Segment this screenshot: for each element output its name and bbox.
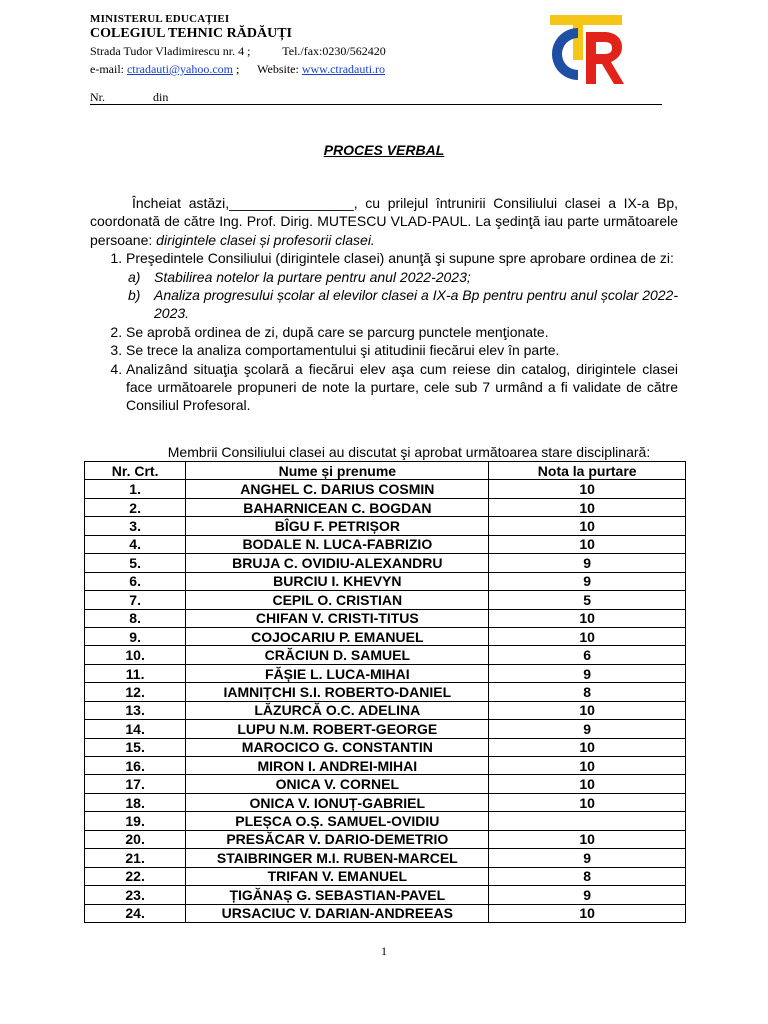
conduct-grades-table — [84, 461, 686, 923]
nr-cell: 12. — [85, 683, 186, 701]
participants: dirigintele clasei și profesorii clasei. — [156, 231, 375, 248]
ministry-name: MINISTERUL EDUCAȚIEI — [90, 13, 230, 25]
nr-cell: 3. — [85, 517, 186, 535]
grade-cell: 10 — [489, 793, 686, 811]
nr-cell: 20. — [85, 830, 186, 848]
nr-cell: 18. — [85, 793, 186, 811]
name-cell: BAHARNICEAN C. BOGDAN — [186, 498, 489, 516]
grade-cell: 10 — [489, 904, 686, 922]
table-row — [85, 830, 686, 848]
table-row — [85, 886, 686, 904]
grade-cell: 6 — [489, 646, 686, 664]
table-row — [85, 664, 686, 682]
email-label: e-mail: — [90, 62, 124, 76]
name-cell: COJOCARIU P. EMANUEL — [186, 627, 489, 645]
school-logo — [548, 12, 624, 86]
email-link[interactable]: ctradauti@yahoo.com — [126, 62, 233, 76]
school-name: COLEGIUL TEHNIC RĂDĂUȚI — [90, 26, 293, 41]
nr-cell: 22. — [85, 867, 186, 885]
name-cell: BRUJA C. OVIDIU-ALEXANDRU — [186, 554, 489, 572]
name-cell: STAIBRINGER M.I. RUBEN-MARCEL — [186, 849, 489, 867]
table-row — [85, 683, 686, 701]
website-link[interactable]: www.ctradauti.ro — [301, 62, 386, 76]
table-row — [85, 517, 686, 535]
name-cell: BÎGU F. PETRIȘOR — [186, 517, 489, 535]
nr-cell: 7. — [85, 591, 186, 609]
agenda-subitem: a) Stabilirea notelor la purtare pentru anul 2022-2023; — [128, 268, 471, 285]
table-intro: Membrii Consiliului clasei au discutat şi aprobat următoarea stare disciplinară: — [167, 444, 651, 460]
document-title: PROCES VERBAL — [323, 142, 445, 158]
name-cell: MIRON I. ANDREI-MIHAI — [186, 757, 489, 775]
table-body — [85, 480, 686, 923]
intro-paragraph: Încheiat astăzi,________________, cu prilejul întrunirii Consiliului clasei a IX-a Bp, coordonată de către Ing. Prof. Dirig. MUTESCU VLAD-PAUL. La şedinţă iau parte următoarele persoane: dirigintele clasei și profesorii clasei. — [90, 195, 678, 248]
letterhead — [90, 12, 550, 78]
name-cell: IAMNIȚCHI S.I. ROBERTO-DANIEL — [186, 683, 489, 701]
nr-cell: 17. — [85, 775, 186, 793]
table-row — [85, 720, 686, 738]
grade-cell: 9 — [489, 554, 686, 572]
name-cell: CEPIL O. CRISTIAN — [186, 591, 489, 609]
name-cell: BODALE N. LUCA-FABRIZIO — [186, 535, 489, 553]
din-label: din — [153, 90, 169, 104]
table-row — [85, 572, 686, 590]
table-row — [85, 904, 686, 922]
phone: Tel./fax:0230/562420 — [282, 44, 386, 58]
nr-cell: 16. — [85, 757, 186, 775]
table-row — [85, 627, 686, 645]
nr-cell: 11. — [85, 664, 186, 682]
table-row — [85, 812, 686, 830]
header-grade: Nota la purtare — [489, 462, 686, 480]
name-cell: ANGHEL C. DARIUS COSMIN — [186, 480, 489, 498]
nr-cell: 5. — [85, 554, 186, 572]
grade-cell: 8 — [489, 683, 686, 701]
table-row — [85, 480, 686, 498]
website-label: Website: — [257, 62, 299, 76]
nr-cell: 2. — [85, 498, 186, 516]
grade-cell: 10 — [489, 517, 686, 535]
grade-cell: 10 — [489, 738, 686, 756]
header-nr: Nr. Crt. — [85, 462, 186, 480]
grade-cell: 9 — [489, 720, 686, 738]
nr-cell: 8. — [85, 609, 186, 627]
registration-line — [90, 88, 662, 105]
grade-cell: 10 — [489, 830, 686, 848]
nr-cell: 10. — [85, 646, 186, 664]
nr-cell: 24. — [85, 904, 186, 922]
agenda-item: 4. Analizând situaţia şcolară a fiecărui elev aşa cum reiese din catalog, dirigintele clasei face următoarele propuneri de note la purtare, cele sub 7 urmând a fi validate de către Consiliul Profesoral. — [126, 360, 678, 415]
name-cell: LUPU N.M. ROBERT-GEORGE — [186, 720, 489, 738]
table-row — [85, 793, 686, 811]
grade-cell: 10 — [489, 627, 686, 645]
name-cell: BURCIU I. KHEVYN — [186, 572, 489, 590]
table-row — [85, 701, 686, 719]
name-cell: LĂZURCĂ O.C. ADELINA — [186, 701, 489, 719]
header-name: Nume și prenume — [186, 462, 489, 480]
grade-cell: 10 — [489, 480, 686, 498]
nr-cell: 9. — [85, 627, 186, 645]
address: Strada Tudor Vladimirescu nr. 4 ; — [90, 44, 251, 58]
grade-cell: 10 — [489, 609, 686, 627]
grade-cell: 8 — [489, 867, 686, 885]
name-cell: CRĂCIUN D. SAMUEL — [186, 646, 489, 664]
nr-label: Nr. — [90, 90, 105, 104]
grade-cell: 5 — [489, 591, 686, 609]
agenda-subitem: b) Analiza progresului școlar al elevilor clasei a IX-a Bp pentru pentru anul școlar 2022-2023. — [128, 287, 678, 322]
contact-line — [90, 60, 550, 78]
grade-cell: 10 — [489, 498, 686, 516]
grade-cell: 9 — [489, 849, 686, 867]
table-row — [85, 591, 686, 609]
name-cell: CHIFAN V. CRISTI-TITUS — [186, 609, 489, 627]
table-row — [85, 867, 686, 885]
name-cell: TRIFAN V. EMANUEL — [186, 867, 489, 885]
agenda-list — [90, 249, 678, 415]
name-cell: URSACIUC V. DARIAN-ANDREEAS — [186, 904, 489, 922]
table-row — [85, 775, 686, 793]
nr-cell: 15. — [85, 738, 186, 756]
grade-cell: 10 — [489, 757, 686, 775]
name-cell: ȚIGĂNAȘ G. SEBASTIAN-PAVEL — [186, 886, 489, 904]
nr-cell: 6. — [85, 572, 186, 590]
agenda-item: 1. Preşedintele Consiliului (dirigintele clasei) anunţă şi supune spre aprobare ordinea de zi: a) Stabilirea notelor la purtare pentru anul 2022-2023; b) Analiza progresului școlar al elevilor clasei a IX-a Bp pentru pentru anul școlar 2022-2023. — [126, 249, 678, 323]
grade-cell: 9 — [489, 572, 686, 590]
grade-cell: 10 — [489, 775, 686, 793]
table-row — [85, 646, 686, 664]
table-row — [85, 609, 686, 627]
name-cell: ONICA V. IONUȚ-GABRIEL — [186, 793, 489, 811]
table-row — [85, 757, 686, 775]
page-number: 1 — [381, 944, 387, 958]
table-header-row — [85, 462, 686, 480]
table-row — [85, 738, 686, 756]
agenda-item: 2. Se aprobă ordinea de zi, după care se parcurg punctele menţionate. — [126, 323, 678, 341]
table-row — [85, 498, 686, 516]
grade-cell: 10 — [489, 701, 686, 719]
grade-cell: 10 — [489, 535, 686, 553]
name-cell: FĂȘIE L. LUCA-MIHAI — [186, 664, 489, 682]
agenda-sublist — [126, 268, 678, 323]
document-body — [90, 194, 678, 415]
grade-cell — [489, 812, 686, 830]
separator: ; — [236, 62, 240, 76]
address-line — [90, 42, 550, 60]
table-row — [85, 554, 686, 572]
table-row — [85, 535, 686, 553]
table-row — [85, 849, 686, 867]
name-cell: ONICA V. CORNEL — [186, 775, 489, 793]
name-cell: MAROCICO G. CONSTANTIN — [186, 738, 489, 756]
name-cell: PRESĂCAR V. DARIO-DEMETRIO — [186, 830, 489, 848]
grade-cell: 9 — [489, 664, 686, 682]
nr-cell: 1. — [85, 480, 186, 498]
nr-cell: 23. — [85, 886, 186, 904]
nr-cell: 19. — [85, 812, 186, 830]
agenda-item: 3. Se trece la analiza comportamentului şi atitudinii fiecărui elev în parte. — [126, 341, 678, 359]
grade-cell: 9 — [489, 886, 686, 904]
nr-cell: 14. — [85, 720, 186, 738]
nr-cell: 4. — [85, 535, 186, 553]
nr-cell: 13. — [85, 701, 186, 719]
nr-cell: 21. — [85, 849, 186, 867]
name-cell: PLEȘCA O.Ș. SAMUEL-OVIDIU — [186, 812, 489, 830]
